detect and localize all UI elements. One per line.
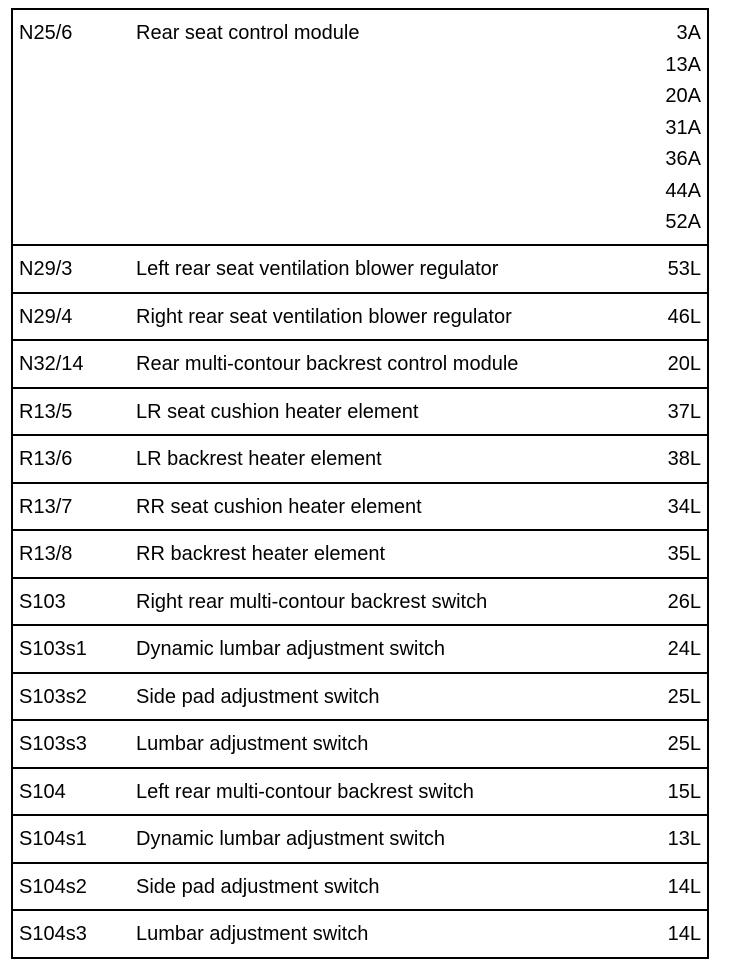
component-code: S103s2 xyxy=(19,685,87,708)
component-table xyxy=(11,8,709,959)
component-code: N29/4 xyxy=(19,305,73,328)
table-row xyxy=(13,814,707,862)
table-row xyxy=(13,244,707,292)
location-ref: 52A xyxy=(665,211,701,233)
location-ref: 15L xyxy=(667,780,701,803)
component-code: S104s1 xyxy=(19,828,87,850)
location-ref: 25L xyxy=(667,733,701,755)
location-ref: 14L xyxy=(667,875,701,898)
component-code: N32/14 xyxy=(19,353,84,375)
location-ref: 35L xyxy=(667,543,701,565)
table-row xyxy=(13,482,707,530)
component-description: LR backrest heater element xyxy=(136,448,382,470)
table-row xyxy=(13,577,707,625)
component-code: S104s3 xyxy=(19,923,87,945)
location-ref: 20A xyxy=(665,85,701,107)
location-ref: 53L xyxy=(667,258,701,280)
component-description: Lumbar adjustment switch xyxy=(136,923,369,945)
location-ref: 26L xyxy=(667,590,701,613)
component-description: Rear seat control module xyxy=(136,22,360,44)
location-ref: 31A xyxy=(665,116,701,139)
location-ref: 25L xyxy=(667,685,701,708)
location-ref: 13L xyxy=(667,828,701,850)
table-row xyxy=(13,909,707,957)
location-ref: 13A xyxy=(665,53,701,76)
table-row xyxy=(13,387,707,435)
table-row xyxy=(13,719,707,767)
component-description: Rear multi-contour backrest control module xyxy=(136,353,519,375)
component-description: Left rear seat ventilation blower regulator xyxy=(136,258,499,280)
location-ref: 24L xyxy=(667,638,701,660)
component-code: R13/6 xyxy=(19,448,73,470)
component-code: S104 xyxy=(19,780,66,803)
table-row xyxy=(13,862,707,910)
component-code: N25/6 xyxy=(19,22,73,44)
component-code: S103 xyxy=(19,590,66,613)
component-description: Right rear multi-contour backrest switch xyxy=(136,590,488,613)
component-code: R13/8 xyxy=(19,543,73,565)
location-ref: 20L xyxy=(667,353,701,375)
location-ref: 38L xyxy=(667,448,701,470)
component-description: Side pad adjustment switch xyxy=(136,875,380,898)
table-row xyxy=(13,434,707,482)
table-row xyxy=(13,292,707,340)
component-code: R13/7 xyxy=(19,495,73,518)
location-ref: 37L xyxy=(667,400,701,423)
table-row xyxy=(13,339,707,387)
component-description: Lumbar adjustment switch xyxy=(136,733,369,755)
component-description: Dynamic lumbar adjustment switch xyxy=(136,828,445,850)
table-row xyxy=(13,10,707,244)
component-code: N29/3 xyxy=(19,258,73,280)
location-ref: 36A xyxy=(665,148,701,170)
component-description: Right rear seat ventilation blower regulator xyxy=(136,305,512,328)
table-row xyxy=(13,767,707,815)
location-ref: 3A xyxy=(676,22,701,44)
component-code: S104s2 xyxy=(19,875,87,898)
location-ref: 46L xyxy=(667,305,701,328)
component-description: RR backrest heater element xyxy=(136,543,386,565)
component-description: Dynamic lumbar adjustment switch xyxy=(136,638,445,660)
component-description: LR seat cushion heater element xyxy=(136,400,419,423)
component-code: S103s3 xyxy=(19,733,87,755)
component-description: RR seat cushion heater element xyxy=(136,495,422,518)
table-row xyxy=(13,624,707,672)
location-refs xyxy=(665,22,701,243)
location-ref: 44A xyxy=(665,179,701,202)
component-description: Left rear multi-contour backrest switch xyxy=(136,780,474,803)
location-ref: 14L xyxy=(667,923,701,945)
component-description: Side pad adjustment switch xyxy=(136,685,380,708)
location-ref: 34L xyxy=(667,495,701,518)
component-code: S103s1 xyxy=(19,638,87,660)
component-code: R13/5 xyxy=(19,400,73,423)
table-row xyxy=(13,672,707,720)
table-row xyxy=(13,529,707,577)
